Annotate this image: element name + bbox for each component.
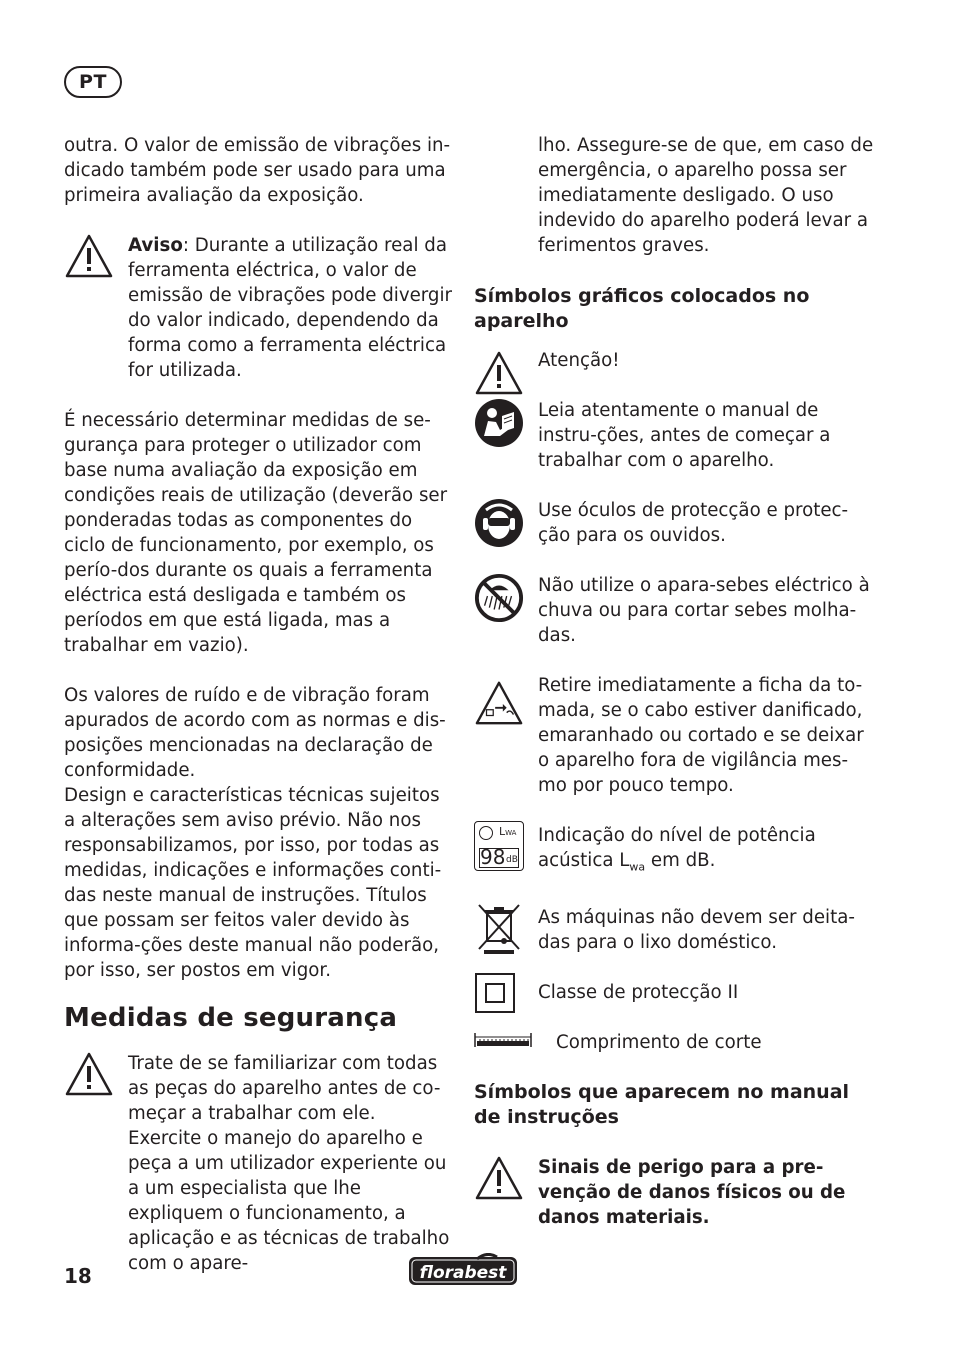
symbol-text: Indicação do nível de potência acústica $L_{wa}$ em dB.	[538, 825, 816, 874]
brand-logo	[407, 1253, 519, 1287]
symbol-row-no-rain	[474, 573, 874, 648]
warning-block-vibration	[64, 233, 454, 383]
warning-triangle-icon	[64, 1051, 114, 1097]
unplug-warning-icon	[474, 673, 524, 733]
section-title: Medidas de segurança	[64, 1003, 398, 1033]
symbol-text: Classe de protecção II	[538, 981, 739, 1003]
symbol-row-read-manual	[474, 398, 874, 473]
symbol-text: Não utilize o apara-sebes eléctrico à chuva ou para cortar sebes molha-das.	[538, 575, 870, 646]
crossed-bin-icon	[474, 901, 524, 955]
svg-text:florabest: florabest	[419, 1263, 507, 1283]
symbol-row-protection-class	[474, 980, 874, 1005]
warning-triangle-icon	[474, 348, 524, 398]
symbol-text: Comprimento de corte	[556, 1031, 762, 1053]
paragraph-vibration-intro: outra. O valor de emissão de vibrações in-dicado também pode ser usado para uma primeira avaliação da exposição.	[64, 135, 451, 206]
symbol-row-eye-ear-protection	[474, 498, 874, 548]
language-badge: PT	[64, 66, 122, 98]
paragraph-emergency: lho. Assegure-se de que, em caso de emergência, o aparelho possa ser imediatamente desligado. O uso indevido do aparelho poderá levar a ferimentos graves.	[538, 135, 874, 256]
paragraph-safety-measures: É necessário determinar medidas de se-gurança para proteger o utilizador com base numa avaliação da exposição em condições reais de utilização (deverão ser ponderadas todas as componentes do ciclo de funcionamento, por exemplo, os perío-dos durante os quais a ferramenta eléctrica está desligada e também os períodos em que está ligada, mas a trabalhar em vazio).	[64, 410, 448, 656]
badge-sub: WA	[505, 829, 517, 837]
read-manual-icon	[474, 398, 524, 448]
warning-block-familiarize	[64, 1051, 454, 1276]
symbol-text: Use óculos de protecção e protec-ção para os ouvidos.	[538, 500, 849, 546]
warning-text: Sinais de perigo para a pre-venção de danos físicos ou de danos materiais.	[538, 1156, 846, 1228]
symbol-row-sound-power	[474, 823, 874, 880]
warning-block-danger-signs	[474, 1155, 874, 1230]
badge-value: 98	[480, 845, 506, 869]
symbol-text: Leia atentamente o manual de instru-ções, antes de começar a trabalhar com o aparelho.	[538, 400, 831, 471]
symbol-row-cutting-length	[474, 1030, 874, 1055]
warning-text: Trate de se familiarizar com todas as peças do aparelho antes de co-meçar a trabalhar com ele. Exercite o manejo do aparelho e peça a um utilizador experiente ou a um especialista que lhe expliquem o funcionamento, a aplicação e as técnicas de trabalho com o apare-	[128, 1053, 450, 1274]
paragraph-design-changes: Design e características técnicas sujeitos a alterações sem aviso prévio. Não nos responsabilizamos, por isso, por todas as medidas, indicações e informações conti-das neste manual de instruções. Títulos que possam ser feitos valer devido às informa-ções deste manual não poderão, por isso, ser postos em vigor.	[64, 785, 442, 981]
badge-label: L	[499, 825, 506, 838]
page-number: 18	[64, 1264, 92, 1288]
symbol-row-attention	[474, 348, 874, 398]
cutting-length-icon	[474, 1028, 534, 1053]
no-rain-icon	[474, 573, 524, 623]
left-column	[64, 133, 454, 1276]
symbol-row-unplug	[474, 673, 874, 798]
symbol-text: Atenção!	[538, 350, 620, 371]
symbol-row-crossed-bin	[474, 905, 874, 955]
heading-device-symbols: Símbolos gráficos colocados no aparelho	[474, 285, 810, 332]
heading-manual-symbols: Símbolos que aparecem no manual de instruções	[474, 1080, 850, 1128]
symbol-text: Retire imediatamente a ficha da to-mada, se o cabo estiver danificado, emaranhado ou cortado e se deixar o aparelho fora de vigilância mes-mo por pouco tempo.	[538, 675, 864, 796]
paragraph-noise-values: Os valores de ruído e de vibração foram apurados de acordo com as normas e dis-posições mencionadas na declaração de conformidade.	[64, 685, 446, 781]
eye-ear-protection-icon	[474, 498, 524, 548]
right-column	[474, 133, 874, 1230]
badge-unit: dB	[506, 855, 518, 865]
warning-triangle-icon	[474, 1155, 524, 1201]
warning-triangle-icon	[64, 233, 114, 279]
sound-power-icon	[474, 821, 524, 871]
warning-label: Aviso	[128, 235, 183, 256]
symbol-text: As máquinas não devem ser deita-das para o lixo doméstico.	[538, 906, 855, 953]
warning-text: : Durante a utilização real da ferramenta eléctrica, o valor de emissão de vibrações pode divergir do valor indicado, dependendo da forma como a ferramenta eléctrica for utilizada.	[128, 235, 453, 381]
protection-class-ii-icon	[474, 972, 516, 1014]
